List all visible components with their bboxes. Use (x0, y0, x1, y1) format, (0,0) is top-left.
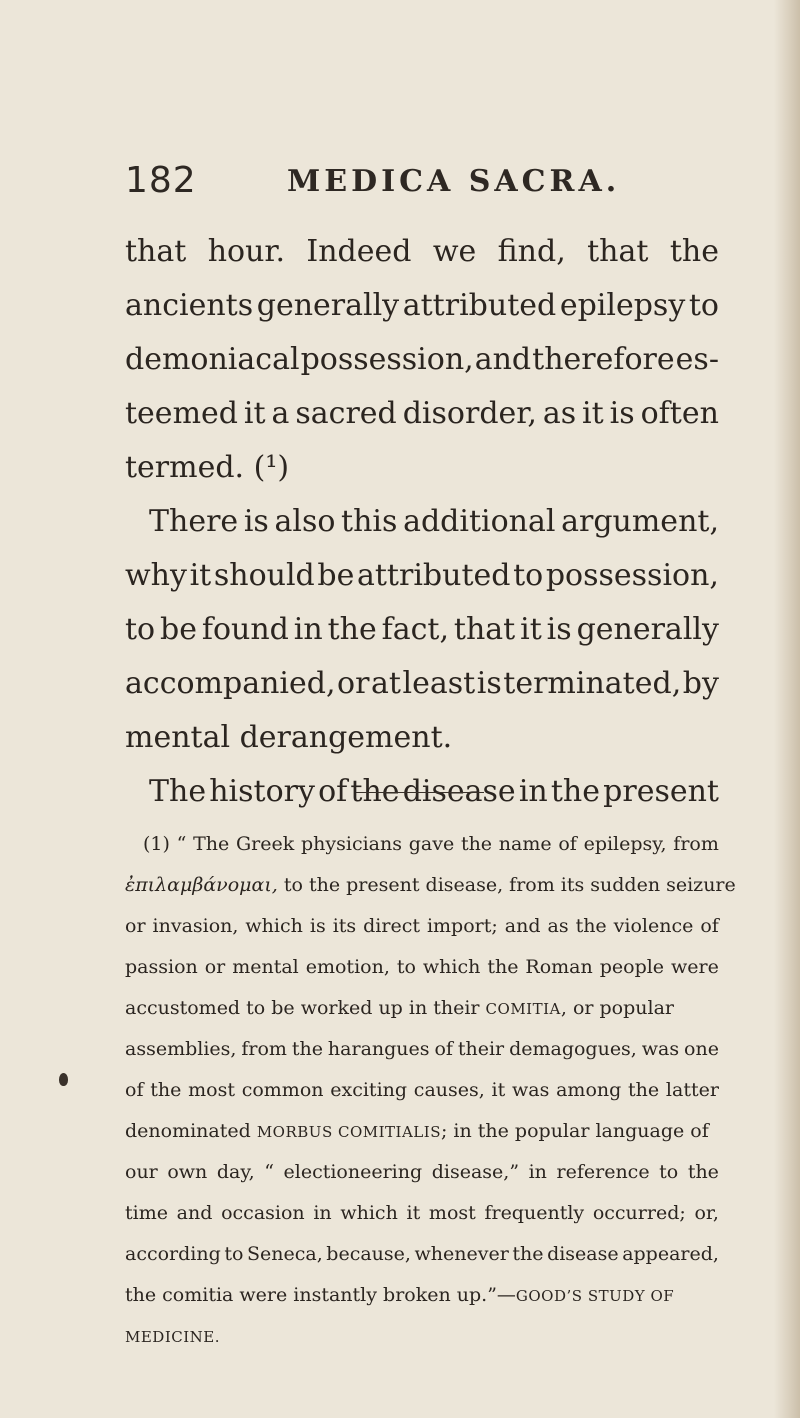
word: The (193, 833, 230, 855)
word: possession, (545, 558, 719, 593)
word: appeared, (622, 1243, 719, 1265)
word: most (428, 1202, 476, 1224)
word: according (125, 1243, 221, 1265)
word: gave (408, 833, 455, 855)
word: least (402, 666, 476, 701)
word: of (700, 915, 719, 937)
word: which (422, 956, 481, 978)
main-text-block (125, 225, 719, 819)
word: the (487, 956, 519, 978)
word: of (318, 774, 348, 809)
word: as (542, 396, 577, 431)
word: sacred (295, 396, 397, 431)
word: the (460, 833, 493, 855)
word: hour. (207, 234, 285, 269)
small-caps-term: MORBUS COMITIALIS (256, 1123, 441, 1141)
word: accompanied, (125, 666, 336, 701)
text-line: mental derangement. (125, 720, 453, 755)
word: also (274, 504, 336, 539)
word: ancients (125, 288, 254, 323)
footnote-line (125, 865, 736, 906)
word: from (241, 1038, 287, 1060)
word: passion (125, 956, 198, 978)
footnote-line (125, 947, 719, 988)
word: why (125, 558, 187, 593)
word: present (603, 774, 719, 809)
word: day, (216, 1161, 255, 1183)
word: were (671, 956, 719, 978)
word: harangues (327, 1038, 430, 1060)
word: in (313, 1202, 332, 1224)
footnote-line (125, 1029, 719, 1070)
word: possession, (300, 342, 474, 377)
word: own (167, 1161, 208, 1183)
text-line (125, 549, 719, 603)
word: latter (665, 1079, 719, 1101)
word: which (340, 1202, 398, 1224)
word: Seneca, (246, 1243, 323, 1265)
word: the (550, 774, 601, 809)
text-line (125, 657, 719, 711)
word: demoniacal (125, 342, 300, 377)
text-line (125, 225, 719, 279)
word: whenever (414, 1243, 509, 1265)
word: “ (264, 1161, 274, 1183)
page-header (125, 160, 725, 204)
word: (1) (143, 833, 170, 855)
word: of (434, 1038, 453, 1060)
text-line: termed. (¹) (125, 450, 290, 485)
text-line (125, 603, 719, 657)
footnote-text: to the present disease, from its sudden seizure (277, 874, 736, 896)
word: frequently (484, 1202, 585, 1224)
word: should (213, 558, 315, 593)
word: people (599, 956, 665, 978)
word: Roman (525, 956, 593, 978)
text-line (125, 495, 719, 549)
word: fact, (381, 612, 450, 647)
word: occurred; (592, 1202, 686, 1224)
word: we (432, 234, 477, 269)
word: argument, (561, 504, 719, 539)
word: be (160, 612, 197, 647)
word: its (332, 915, 357, 937)
word: in (528, 1161, 547, 1183)
word: that (125, 234, 187, 269)
page-edge-shadow (774, 0, 800, 1418)
word: disorder, (402, 396, 537, 431)
word: disease,” (431, 1161, 520, 1183)
small-caps-citation: GOOD’S STUDY OF (515, 1287, 675, 1305)
word: therefore (532, 342, 675, 377)
word: occasion (221, 1202, 305, 1224)
footnote-line (125, 1316, 719, 1357)
word: reference (556, 1161, 650, 1183)
word: to (513, 558, 544, 593)
word: our (125, 1161, 158, 1183)
word: it (243, 396, 266, 431)
word: was (641, 1038, 680, 1060)
word: direct (363, 915, 420, 937)
word: it (189, 558, 212, 593)
word: at (371, 666, 401, 701)
word: history (209, 774, 315, 809)
word: violence (613, 915, 694, 937)
word: exciting (330, 1079, 408, 1101)
word: “ (176, 833, 187, 855)
word: to (125, 612, 156, 647)
word: to (688, 288, 719, 323)
word: this (341, 504, 398, 539)
footnote-text: the comitia were instantly broken up.”— (125, 1284, 516, 1306)
word: electioneering (283, 1161, 423, 1183)
word: in (518, 774, 548, 809)
word: teemed (125, 396, 238, 431)
word: and (504, 915, 541, 937)
word: the (628, 1079, 660, 1101)
word: disease (402, 774, 516, 809)
text-line (125, 279, 719, 333)
word: or (337, 666, 370, 701)
footnote-line (125, 988, 719, 1029)
word: of (558, 833, 577, 855)
word: additional (403, 504, 556, 539)
word: or, (694, 1202, 719, 1224)
footnote-text: accustomed to be worked up in their (125, 997, 486, 1019)
word: that (453, 612, 516, 647)
word: often (640, 396, 719, 431)
word: from (673, 833, 719, 855)
footnote-line (125, 1234, 719, 1275)
word: demagogues, (509, 1038, 637, 1060)
footnote-line (125, 1111, 719, 1152)
word: attributed (402, 288, 557, 323)
word: the (150, 1079, 182, 1101)
word: and (474, 342, 532, 377)
word: their (457, 1038, 505, 1060)
word: as (547, 915, 569, 937)
page-number: 182 (125, 160, 197, 201)
word: attributed (356, 558, 511, 593)
footnote-line (125, 824, 719, 865)
word: it (491, 1079, 506, 1101)
word: to (396, 956, 416, 978)
word: it (582, 396, 604, 431)
word: found (201, 612, 289, 647)
word: There (149, 504, 239, 539)
word: a (271, 396, 290, 431)
word: is (243, 504, 269, 539)
word: the (512, 1243, 544, 1265)
small-caps-citation: MEDICINE. (125, 1328, 221, 1346)
word: mental (232, 956, 299, 978)
footnote-line (125, 1070, 719, 1111)
word: in (293, 612, 323, 647)
text-line (125, 387, 719, 441)
word: the (669, 234, 719, 269)
footnote-block (125, 824, 736, 1357)
word: the (327, 612, 377, 647)
word: or (125, 915, 146, 937)
word: causes, (413, 1079, 485, 1101)
word: to (224, 1243, 244, 1265)
word: the (687, 1161, 719, 1183)
footnote-text: ; in the popular language of (440, 1120, 709, 1142)
word: be (317, 558, 355, 593)
word: it (520, 612, 542, 647)
word: emotion, (305, 956, 390, 978)
word: or (204, 956, 226, 978)
word: generally (256, 288, 400, 323)
word: by (682, 666, 719, 701)
word: import; (426, 915, 498, 937)
small-caps-term: COMITIA (485, 1000, 561, 1018)
word: terminated, (503, 666, 682, 701)
word: time (125, 1202, 168, 1224)
word: find, (497, 234, 566, 269)
greek-word: ἐπιλαμβάνομαι, (125, 874, 278, 896)
word: the (575, 915, 607, 937)
word: one (684, 1038, 719, 1060)
word: name (498, 833, 552, 855)
footnote-line (125, 906, 719, 947)
footnote-divider (356, 792, 484, 793)
word: was (512, 1079, 550, 1101)
word: physicians (301, 833, 402, 855)
word: is (476, 666, 502, 701)
text-line (125, 333, 719, 387)
word: Indeed (306, 234, 412, 269)
word: The (149, 774, 207, 809)
word: among (556, 1079, 622, 1101)
word: the (350, 774, 400, 809)
word: is (609, 396, 635, 431)
word: that (587, 234, 649, 269)
word: assemblies, (125, 1038, 237, 1060)
word: epilepsy, (583, 833, 667, 855)
word: Greek (236, 833, 295, 855)
word: epilepsy (559, 288, 686, 323)
footnote-text: denominated (125, 1120, 257, 1142)
footnote-line (125, 1193, 719, 1234)
footnote-text: , or popular (560, 997, 675, 1019)
word: it (406, 1202, 421, 1224)
word: generally (576, 612, 719, 647)
word: is (546, 612, 572, 647)
word: which (245, 915, 303, 937)
word: invasion, (152, 915, 239, 937)
footnote-line (125, 1275, 719, 1316)
word: es- (675, 342, 719, 377)
word: and (176, 1202, 213, 1224)
word: most (188, 1079, 235, 1101)
footnote-line (125, 1152, 719, 1193)
word: to (659, 1161, 679, 1183)
word: is (309, 915, 326, 937)
word: the (291, 1038, 323, 1060)
word: common (241, 1079, 324, 1101)
word: of (125, 1079, 144, 1101)
ink-blot-mark (59, 1073, 68, 1086)
word: disease (547, 1243, 619, 1265)
word: because, (326, 1243, 411, 1265)
running-head: MEDICA SACRA. (287, 164, 621, 199)
